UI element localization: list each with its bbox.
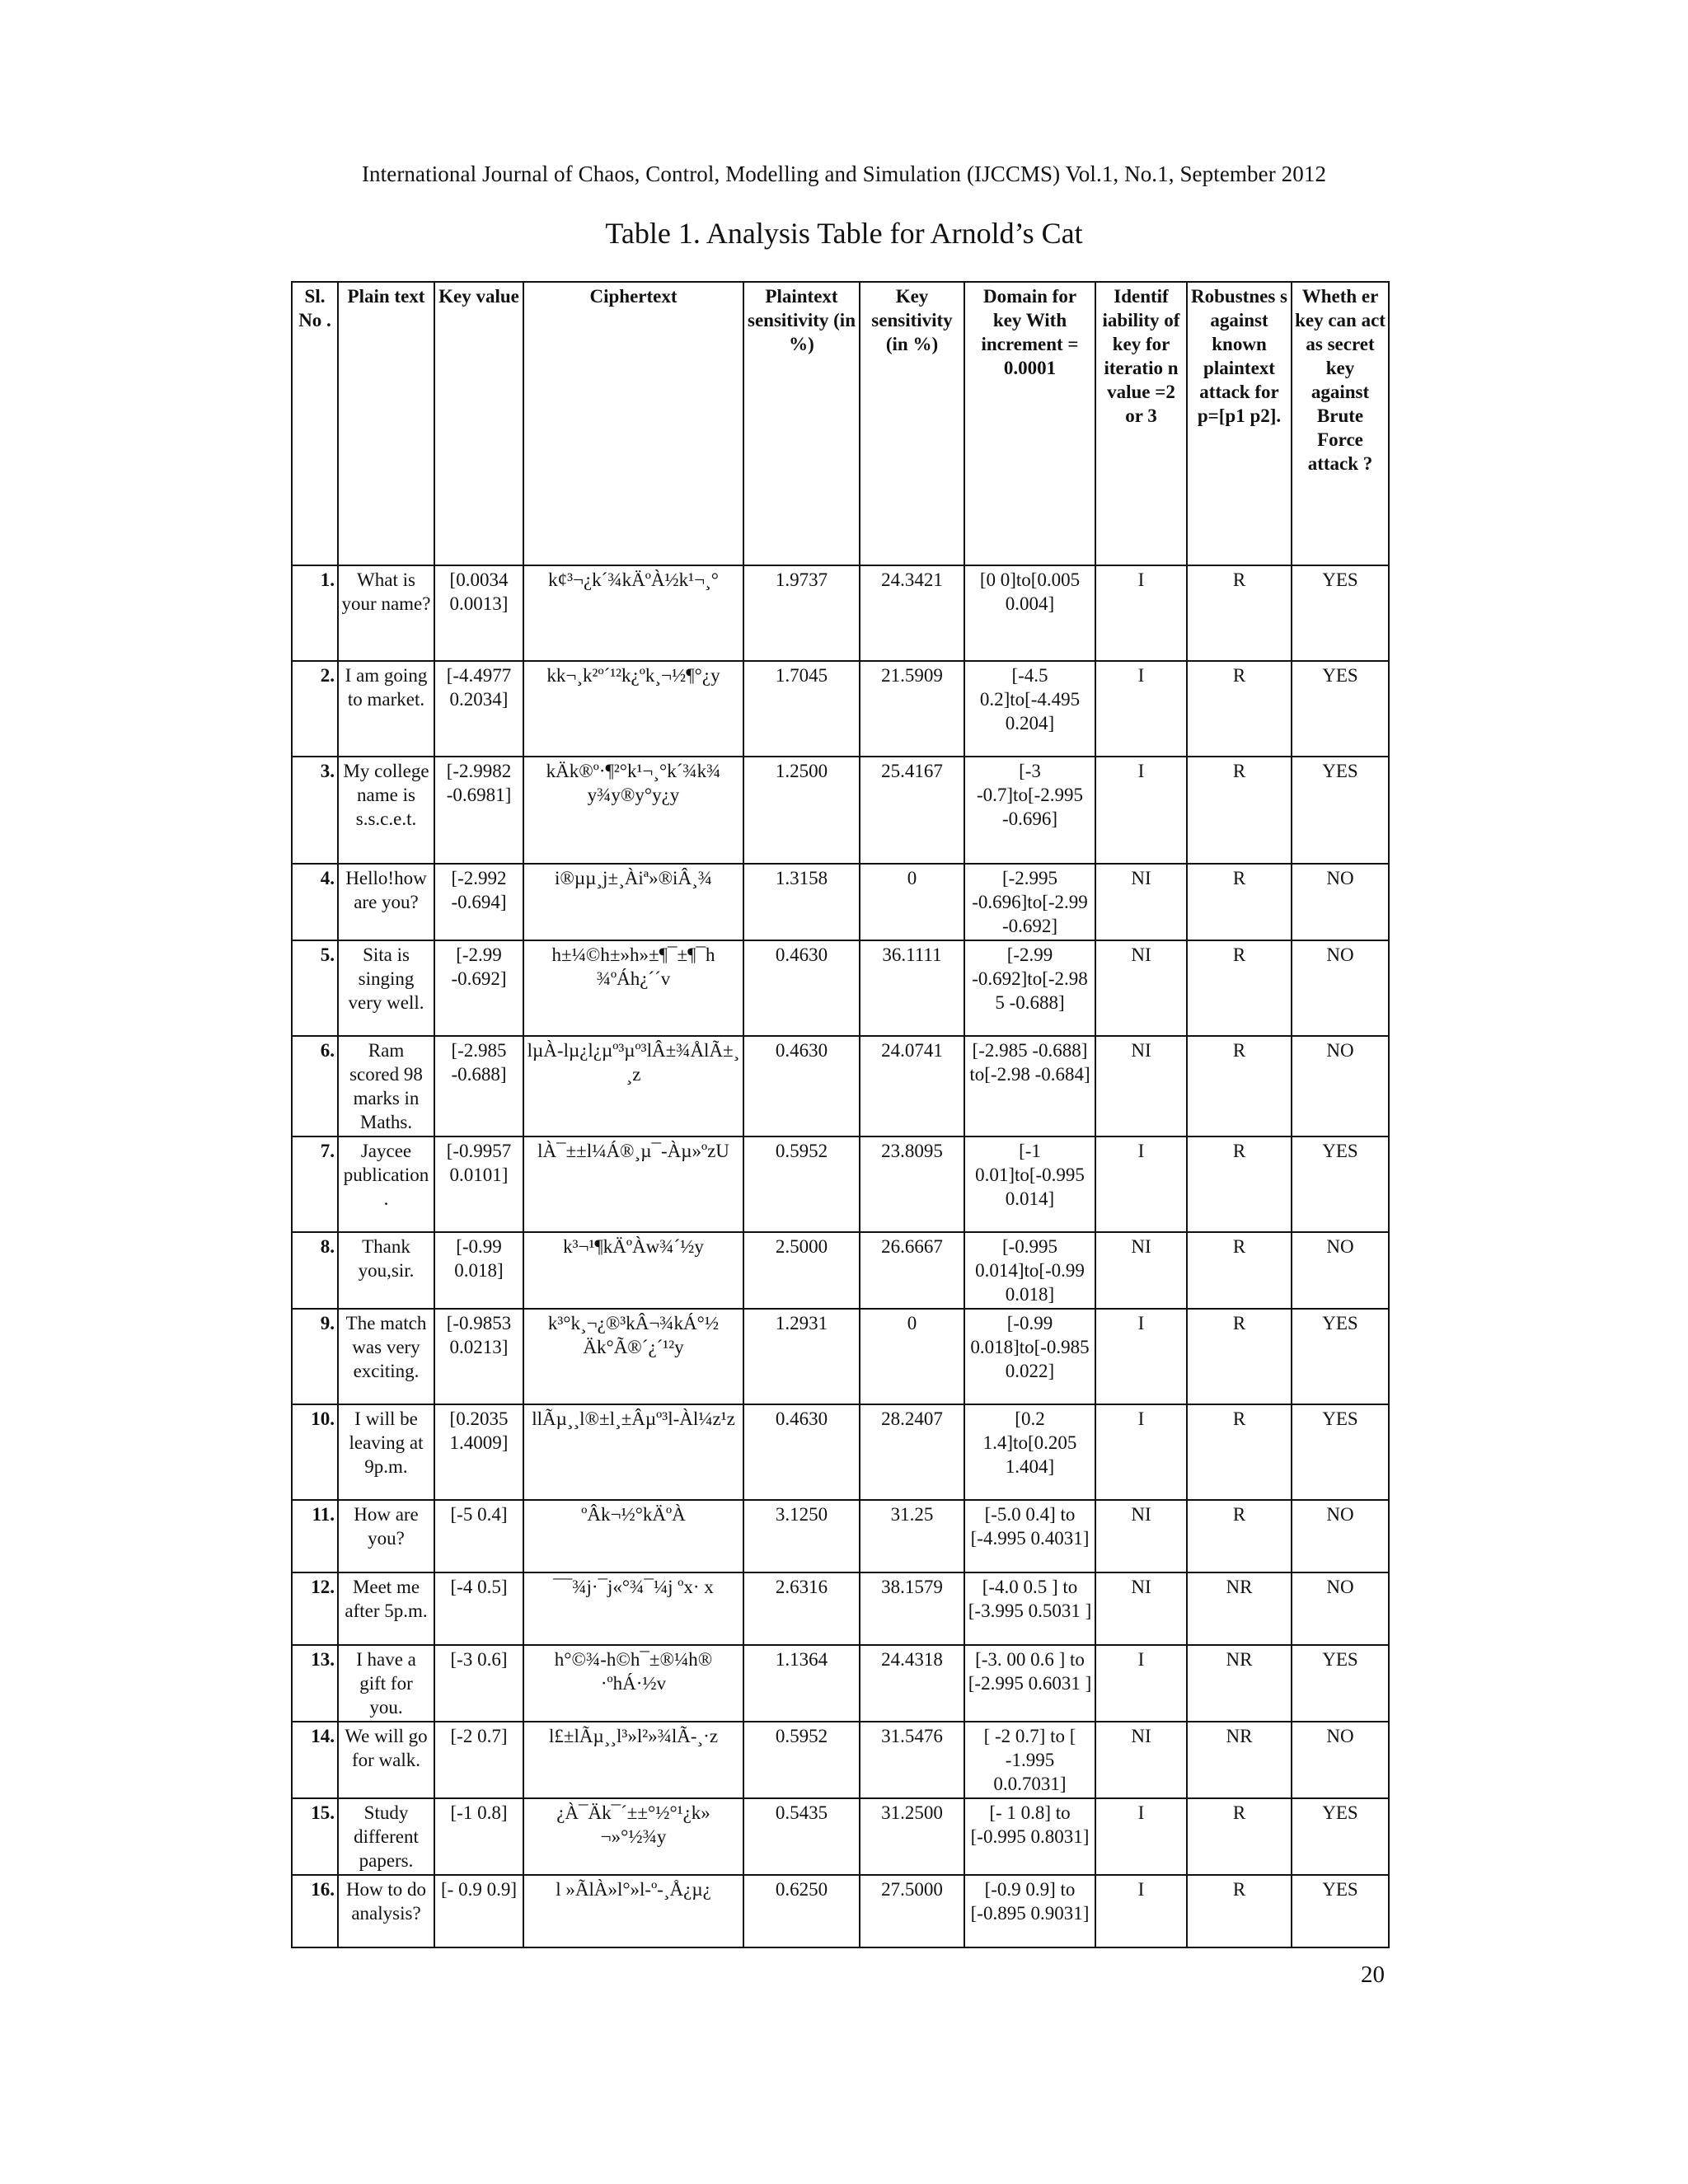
cell-sl-no: 9. [292, 1309, 338, 1404]
table-row [292, 1500, 1389, 1572]
cell-key-sensitivity: 24.3421 [860, 565, 964, 661]
cell-sl-no: 14. [292, 1722, 338, 1798]
cell-key-domain: [-4.0 0.5 ] to [-3.995 0.5031 ] [964, 1572, 1095, 1645]
cell-identifiability: I [1095, 1875, 1187, 1947]
cell-robustness: R [1187, 1036, 1292, 1137]
cell-ciphertext: k³°k¸¬¿®³kÂ¬¾kÁ°½ Äk°Ã®´¿´¹²y [523, 1309, 743, 1404]
cell-brute-force: YES [1292, 1309, 1389, 1404]
cell-ciphertext: kk¬¸k²º´¹²k¿ºk¸¬½¶°¿y [523, 661, 743, 757]
cell-key-sensitivity: 31.25 [860, 1500, 964, 1572]
table-row [292, 1798, 1389, 1875]
cell-key-value: [-2.9982 -0.6981] [434, 757, 523, 864]
table-row [292, 940, 1389, 1036]
cell-brute-force: YES [1292, 1798, 1389, 1875]
table-row [292, 1645, 1389, 1722]
cell-plaintext-sensitivity: 3.1250 [743, 1500, 860, 1572]
cell-key-domain: [-3 -0.7]to[-2.995 -0.696] [964, 757, 1095, 864]
cell-plain-text: The match was very exciting. [338, 1309, 434, 1404]
cell-robustness: R [1187, 1798, 1292, 1875]
cell-key-domain: [-3. 00 0.6 ] to [-2.995 0.6031 ] [964, 1645, 1095, 1722]
cell-brute-force: NO [1292, 1500, 1389, 1572]
table-body [292, 565, 1389, 1947]
cell-brute-force: NO [1292, 1036, 1389, 1137]
cell-ciphertext: i®µµ¸j±¸Àiª»®iÂ¸¾ [523, 864, 743, 940]
cell-key-sensitivity: 31.2500 [860, 1798, 964, 1875]
cell-ciphertext: h°©¾-h©h¯±®¼h® ·ºhÁ·½v [523, 1645, 743, 1722]
cell-key-domain: [-0.9 0.9] to [-0.895 0.9031] [964, 1875, 1095, 1947]
table-row [292, 1875, 1389, 1947]
cell-sl-no: 16. [292, 1875, 338, 1947]
cell-identifiability: I [1095, 1404, 1187, 1500]
cell-key-domain: [-2.99 -0.692]to[-2.985 -0.688] [964, 940, 1095, 1036]
cell-identifiability: I [1095, 1798, 1187, 1875]
cell-brute-force: YES [1292, 757, 1389, 864]
analysis-table [291, 281, 1390, 1948]
cell-key-value: [-3 0.6] [434, 1645, 523, 1722]
cell-plain-text: We will go for walk. [338, 1722, 434, 1798]
cell-sl-no: 2. [292, 661, 338, 757]
cell-robustness: R [1187, 1875, 1292, 1947]
cell-key-value: [-4.4977 0.2034] [434, 661, 523, 757]
cell-brute-force: YES [1292, 1137, 1389, 1232]
cell-key-value: [- 0.9 0.9] [434, 1875, 523, 1947]
cell-sl-no: 6. [292, 1036, 338, 1137]
cell-key-domain: [0 0]to[0.005 0.004] [964, 565, 1095, 661]
cell-robustness: R [1187, 940, 1292, 1036]
cell-identifiability: NI [1095, 1232, 1187, 1309]
cell-robustness: R [1187, 757, 1292, 864]
cell-plain-text: Meet me after 5p.m. [338, 1572, 434, 1645]
cell-key-sensitivity: 24.4318 [860, 1645, 964, 1722]
running-header: International Journal of Chaos, Control, Modelling and Simulation (IJCCMS) Vol.1, No.1, September 2012 [361, 162, 1327, 186]
column-header-identifiability: Identif iability of key for iteratio n value =2 or 3 [1095, 282, 1187, 565]
cell-robustness: R [1187, 565, 1292, 661]
cell-identifiability: I [1095, 1309, 1187, 1404]
column-header-sl-no: Sl. No . [292, 282, 338, 565]
cell-key-value: [-2.985 -0.688] [434, 1036, 523, 1137]
cell-key-value: [-0.9853 0.0213] [434, 1309, 523, 1404]
cell-key-domain: [ -2 0.7] to [ -1.995 0.0.7031] [964, 1722, 1095, 1798]
cell-plain-text: How to do analysis? [338, 1875, 434, 1947]
cell-plaintext-sensitivity: 0.5952 [743, 1722, 860, 1798]
cell-sl-no: 3. [292, 757, 338, 864]
cell-key-sensitivity: 26.6667 [860, 1232, 964, 1309]
cell-identifiability: NI [1095, 864, 1187, 940]
cell-identifiability: I [1095, 565, 1187, 661]
cell-identifiability: I [1095, 1645, 1187, 1722]
cell-identifiability: I [1095, 757, 1187, 864]
cell-ciphertext: lµÀ-lµ¿l¿µº³µº³lÂ±¾ÅlÃ±¸ ¸z [523, 1036, 743, 1137]
cell-plaintext-sensitivity: 1.1364 [743, 1645, 860, 1722]
cell-ciphertext: ºÂk¬½°kÄºÀ [523, 1500, 743, 1572]
cell-key-value: [-0.99 0.018] [434, 1232, 523, 1309]
cell-plain-text: Jaycee publication. [338, 1137, 434, 1232]
cell-key-value: [-2.992 -0.694] [434, 864, 523, 940]
cell-ciphertext: h±¼©h±»h»±¶¯±¶¯h ¾ºÁh¿´´v [523, 940, 743, 1036]
cell-brute-force: NO [1292, 1232, 1389, 1309]
cell-ciphertext: ¿À¯Äk¯´±±°½°¹¿k» ¬»°½¾y [523, 1798, 743, 1875]
cell-key-sensitivity: 21.5909 [860, 661, 964, 757]
cell-key-sensitivity: 38.1579 [860, 1572, 964, 1645]
cell-robustness: NR [1187, 1572, 1292, 1645]
cell-robustness: R [1187, 864, 1292, 940]
column-header-plaintext-sensitivity: Plaintext sensitivity (in %) [743, 282, 860, 565]
cell-plain-text: Sita is singing very well. [338, 940, 434, 1036]
cell-ciphertext: l »ÃlÀ»l°»l-º-¸Å¿µ¿ [523, 1875, 743, 1947]
cell-plaintext-sensitivity: 0.5435 [743, 1798, 860, 1875]
cell-key-domain: [- 1 0.8] to [-0.995 0.8031] [964, 1798, 1095, 1875]
page-number: 20 [1361, 1961, 1385, 1988]
cell-plaintext-sensitivity: 1.2500 [743, 757, 860, 864]
cell-plain-text: Thank you,sir. [338, 1232, 434, 1309]
cell-ciphertext: lÀ¯±±l¼Á®¸µ¯-Àµ»ºzU [523, 1137, 743, 1232]
cell-robustness: NR [1187, 1645, 1292, 1722]
cell-ciphertext: llÃµ¸¸l®±l¸±Âµº³l-Àl¼z¹z [523, 1404, 743, 1500]
column-header-plain-text: Plain text [338, 282, 434, 565]
cell-robustness: R [1187, 1404, 1292, 1500]
cell-key-sensitivity: 25.4167 [860, 757, 964, 864]
cell-plain-text: I have a gift for you. [338, 1645, 434, 1722]
cell-plaintext-sensitivity: 1.2931 [743, 1309, 860, 1404]
cell-key-sensitivity: 36.1111 [860, 940, 964, 1036]
cell-brute-force: NO [1292, 864, 1389, 940]
cell-plaintext-sensitivity: 1.7045 [743, 661, 860, 757]
table-row [292, 864, 1389, 940]
column-header-brute-force: Wheth er key can act as secret key against Brute Force attack ? [1292, 282, 1389, 565]
cell-brute-force: YES [1292, 1404, 1389, 1500]
table-row [292, 1137, 1389, 1232]
cell-sl-no: 8. [292, 1232, 338, 1309]
cell-plaintext-sensitivity: 2.6316 [743, 1572, 860, 1645]
cell-key-value: [-4 0.5] [434, 1572, 523, 1645]
cell-identifiability: NI [1095, 1500, 1187, 1572]
cell-key-sensitivity: 27.5000 [860, 1875, 964, 1947]
table-row [292, 1309, 1389, 1404]
cell-sl-no: 7. [292, 1137, 338, 1232]
cell-ciphertext: ¯¯¾j·¯j«°¾¯¼j ºx· x [523, 1572, 743, 1645]
cell-robustness: R [1187, 1137, 1292, 1232]
column-header-ciphertext: Ciphertext [523, 282, 743, 565]
cell-plaintext-sensitivity: 2.5000 [743, 1232, 860, 1309]
column-header-key-sensitivity: Key sensitivity (in %) [860, 282, 964, 565]
cell-sl-no: 5. [292, 940, 338, 1036]
cell-plaintext-sensitivity: 0.6250 [743, 1875, 860, 1947]
cell-identifiability: NI [1095, 1722, 1187, 1798]
cell-brute-force: NO [1292, 1722, 1389, 1798]
cell-plain-text: What is your name? [338, 565, 434, 661]
cell-key-domain: [-2.995 -0.696]to[-2.99 -0.692] [964, 864, 1095, 940]
cell-key-sensitivity: 31.5476 [860, 1722, 964, 1798]
table-row [292, 1572, 1389, 1645]
cell-identifiability: NI [1095, 1036, 1187, 1137]
cell-key-sensitivity: 23.8095 [860, 1137, 964, 1232]
cell-robustness: R [1187, 1232, 1292, 1309]
cell-plaintext-sensitivity: 0.4630 [743, 940, 860, 1036]
cell-ciphertext: kÄk®º·¶²°k¹¬¸°k´¾k¾ y¾y®y°y¿y [523, 757, 743, 864]
cell-sl-no: 4. [292, 864, 338, 940]
cell-brute-force: NO [1292, 940, 1389, 1036]
cell-key-domain: [0.2 1.4]to[0.205 1.404] [964, 1404, 1095, 1500]
cell-identifiability: I [1095, 1137, 1187, 1232]
cell-key-sensitivity: 24.0741 [860, 1036, 964, 1137]
cell-sl-no: 15. [292, 1798, 338, 1875]
table-row [292, 565, 1389, 661]
cell-plain-text: How are you? [338, 1500, 434, 1572]
cell-identifiability: NI [1095, 940, 1187, 1036]
cell-ciphertext: k³¬¹¶kÄºÀw¾´½y [523, 1232, 743, 1309]
table-row [292, 1232, 1389, 1309]
cell-plain-text: Study different papers. [338, 1798, 434, 1875]
cell-robustness: R [1187, 1500, 1292, 1572]
table-row [292, 1036, 1389, 1137]
cell-plaintext-sensitivity: 0.4630 [743, 1404, 860, 1500]
table-row [292, 1404, 1389, 1500]
cell-robustness: R [1187, 1309, 1292, 1404]
cell-key-value: [0.2035 1.4009] [434, 1404, 523, 1500]
cell-key-value: [-2 0.7] [434, 1722, 523, 1798]
column-header-key-value: Key value [434, 282, 523, 565]
cell-key-domain: [-5.0 0.4] to [-4.995 0.4031] [964, 1500, 1095, 1572]
cell-key-domain: [-0.995 0.014]to[-0.99 0.018] [964, 1232, 1095, 1309]
cell-brute-force: YES [1292, 661, 1389, 757]
cell-plaintext-sensitivity: 1.3158 [743, 864, 860, 940]
cell-plain-text: I am going to market. [338, 661, 434, 757]
cell-plain-text: I will be leaving at 9p.m. [338, 1404, 434, 1500]
cell-key-sensitivity: 0 [860, 864, 964, 940]
cell-brute-force: NO [1292, 1572, 1389, 1645]
column-header-robustness: Robustnes s against known plaintext attack for p=[p1 p2]. [1187, 282, 1292, 565]
cell-plaintext-sensitivity: 1.9737 [743, 565, 860, 661]
cell-identifiability: I [1095, 661, 1187, 757]
table-row [292, 1722, 1389, 1798]
cell-sl-no: 10. [292, 1404, 338, 1500]
cell-robustness: R [1187, 661, 1292, 757]
cell-brute-force: YES [1292, 565, 1389, 661]
cell-key-sensitivity: 28.2407 [860, 1404, 964, 1500]
cell-brute-force: YES [1292, 1645, 1389, 1722]
column-header-key-domain: Domain for key With increment = 0.0001 [964, 282, 1095, 565]
cell-key-domain: [-0.99 0.018]to[-0.985 0.022] [964, 1309, 1095, 1404]
cell-key-domain: [-2.985 -0.688] to[-2.98 -0.684] [964, 1036, 1095, 1137]
cell-plaintext-sensitivity: 0.4630 [743, 1036, 860, 1137]
cell-sl-no: 11. [292, 1500, 338, 1572]
cell-sl-no: 12. [292, 1572, 338, 1645]
cell-key-domain: [-4.5 0.2]to[-4.495 0.204] [964, 661, 1095, 757]
cell-ciphertext: l£±lÃµ¸¸l³»l²»¾lÃ-¸·z [523, 1722, 743, 1798]
cell-key-sensitivity: 0 [860, 1309, 964, 1404]
table-caption: Table 1. Analysis Table for Arnold’s Cat [605, 217, 1083, 250]
cell-ciphertext: k¢³¬¿k´¾kÄºÀ½k¹¬¸° [523, 565, 743, 661]
table-header-row [292, 282, 1389, 565]
table-row [292, 757, 1389, 864]
cell-plain-text: My college name is s.s.c.e.t. [338, 757, 434, 864]
cell-key-value: [0.0034 0.0013] [434, 565, 523, 661]
cell-robustness: NR [1187, 1722, 1292, 1798]
cell-sl-no: 1. [292, 565, 338, 661]
cell-key-value: [-2.99 -0.692] [434, 940, 523, 1036]
cell-key-value: [-5 0.4] [434, 1500, 523, 1572]
cell-brute-force: YES [1292, 1875, 1389, 1947]
cell-plain-text: Ram scored 98 marks in Maths. [338, 1036, 434, 1137]
cell-sl-no: 13. [292, 1645, 338, 1722]
cell-plaintext-sensitivity: 0.5952 [743, 1137, 860, 1232]
cell-key-domain: [-1 0.01]to[-0.995 0.014] [964, 1137, 1095, 1232]
cell-key-value: [-0.9957 0.0101] [434, 1137, 523, 1232]
cell-key-value: [-1 0.8] [434, 1798, 523, 1875]
table-row [292, 661, 1389, 757]
cell-identifiability: NI [1095, 1572, 1187, 1645]
cell-plain-text: Hello!how are you? [338, 864, 434, 940]
